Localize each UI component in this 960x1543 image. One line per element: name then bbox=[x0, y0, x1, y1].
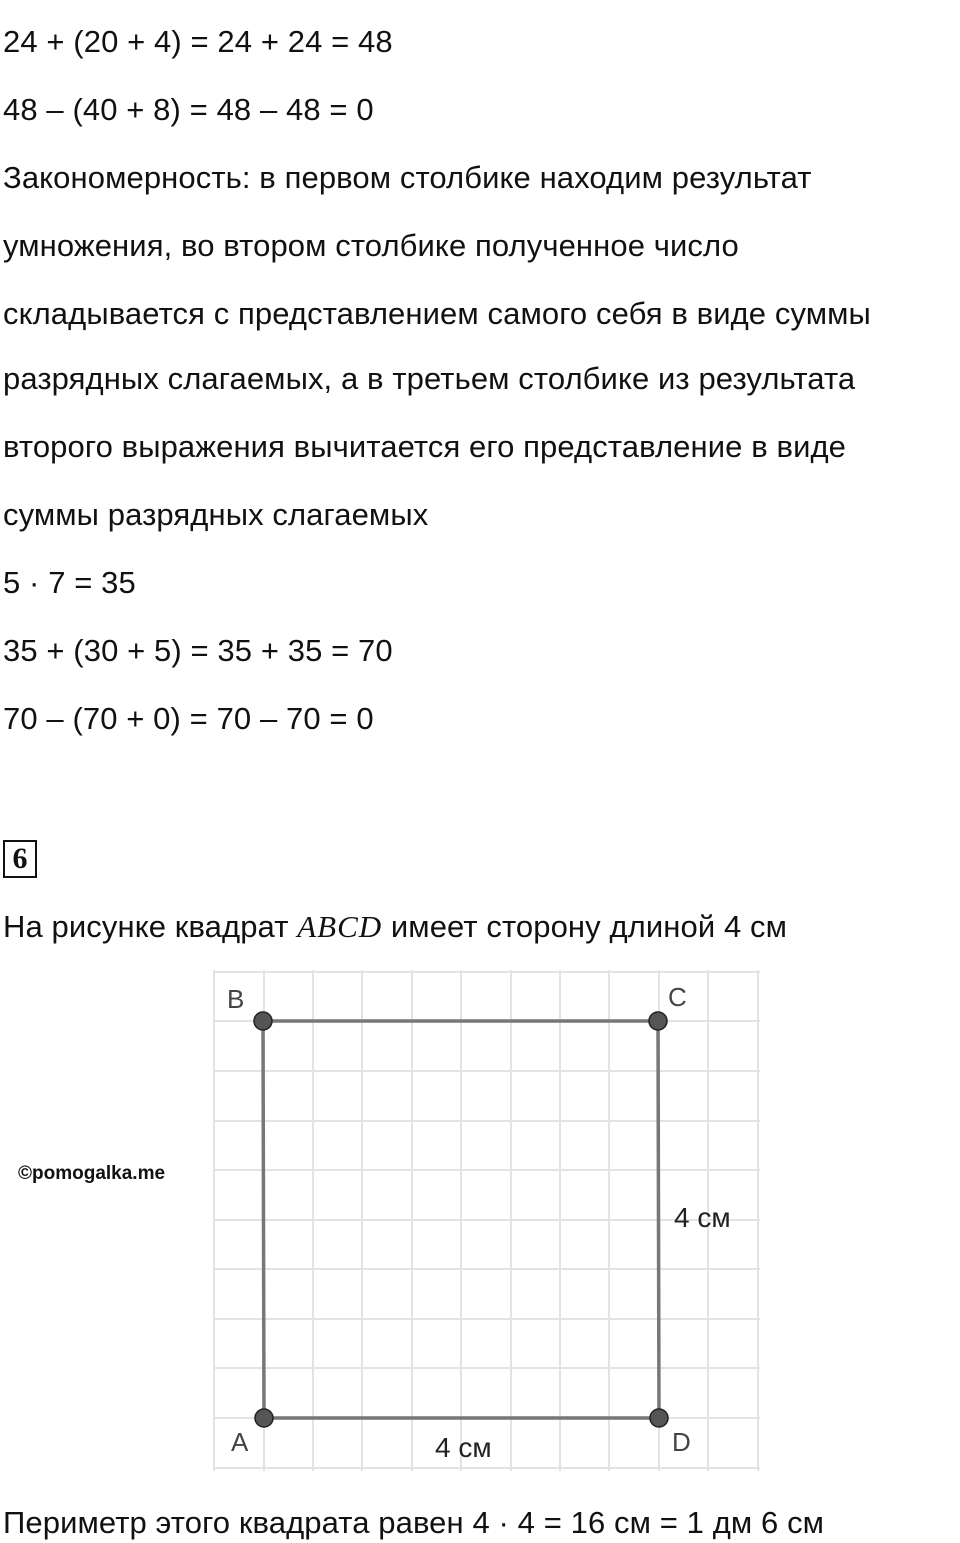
equation-line-3: 5 · 7 = 35 bbox=[3, 565, 136, 600]
equation-line-2: 48 – (40 + 8) = 48 – 48 = 0 bbox=[3, 92, 374, 127]
side-ab bbox=[263, 1021, 264, 1418]
vertex-point-c bbox=[649, 1012, 667, 1030]
task-statement bbox=[3, 907, 787, 947]
pattern-text-line-5: второго выражения вычитается его представление в виде bbox=[3, 429, 847, 464]
perimeter-conclusion: Периметр этого квадрата равен 4 · 4 = 16 см = 1 дм 6 см bbox=[3, 1505, 825, 1540]
side-cd bbox=[658, 1021, 659, 1418]
equation-line-4: 35 + (30 + 5) = 35 + 35 = 70 bbox=[3, 633, 393, 668]
statement-text-after: имеет сторону длиной 4 см bbox=[382, 909, 788, 944]
pattern-text-line-1: Закономерность: в первом столбике находим результат bbox=[3, 160, 812, 195]
vertex-label-c: C bbox=[668, 982, 687, 1012]
task-number-badge: 6 bbox=[3, 840, 37, 878]
vertex-label-a: A bbox=[231, 1427, 249, 1457]
grid bbox=[214, 970, 760, 1471]
vertex-point-b bbox=[254, 1012, 272, 1030]
pattern-text-line-2: умножения, во втором столбике полученное число bbox=[3, 228, 739, 263]
vertex-point-a bbox=[255, 1409, 273, 1427]
vertex-label-b: B bbox=[227, 984, 245, 1014]
statement-text-before: На рисунке квадрат bbox=[3, 909, 298, 944]
side-length-label-right: 4 см bbox=[674, 1202, 731, 1233]
vertex-point-d bbox=[650, 1409, 668, 1427]
pattern-text-line-3: складывается с представлением самого себя в виде суммы bbox=[3, 296, 871, 331]
equation-line-5: 70 – (70 + 0) = 70 – 70 = 0 bbox=[3, 701, 374, 736]
square-sides bbox=[263, 1021, 659, 1418]
statement-math-abcd: ABCD bbox=[297, 909, 383, 944]
watermark-text: ©pomogalka.me bbox=[18, 1163, 166, 1184]
vertex-points bbox=[254, 1012, 668, 1427]
figure-labels bbox=[227, 982, 731, 1463]
side-length-label-bottom: 4 см bbox=[435, 1432, 492, 1463]
pattern-text-line-4: разрядных слагаемых, а в третьем столбике из результата bbox=[3, 361, 856, 396]
equation-line-1: 24 + (20 + 4) = 24 + 24 = 48 bbox=[3, 24, 393, 59]
pattern-text-line-6: суммы разрядных слагаемых bbox=[3, 497, 429, 532]
vertex-label-d: D bbox=[672, 1427, 691, 1457]
